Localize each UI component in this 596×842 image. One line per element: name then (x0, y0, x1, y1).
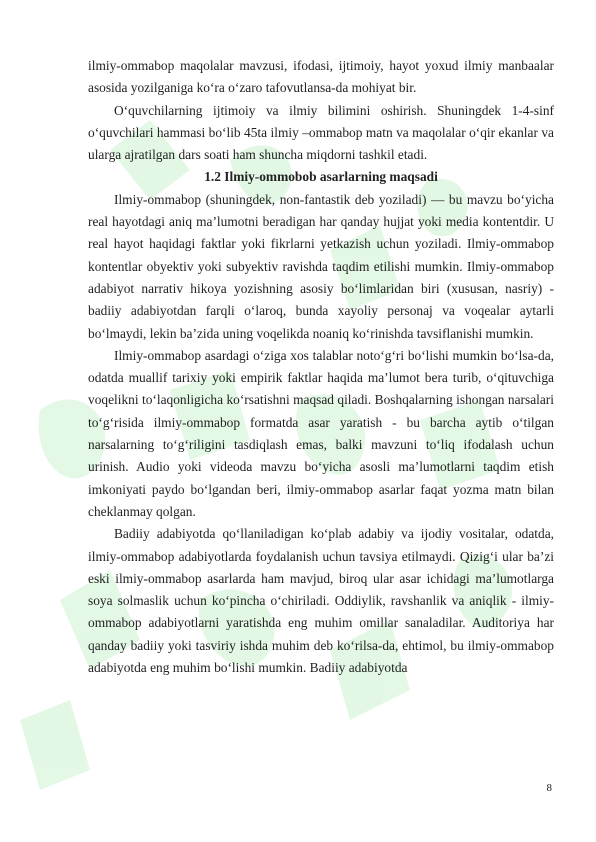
paragraph: O‘quvchilarning ijtimoiy va ilmiy bilimini oshirish. Shuningdek 1-4-sinf o‘quvchilari hammasi bo‘lib 45ta ilmiy –ommabop matn va maqolalar o‘qir ekanlar va ularga ajratilgan dars soati ham shuncha miqdorni tashkil etadi. (88, 102, 554, 163)
section-heading: 1.2 Ilmiy-ommobob asarlarning maqsadi (204, 169, 438, 185)
page-body (88, 55, 554, 679)
paragraph: Ilmiy-ommabop asardagi o‘ziga xos talablar noto‘g‘ri bo‘lishi mumkin bo‘lsa-da, odatda muallif tarixiy yoki empirik faktlar haqida ma’lumot bera turib, o‘qituvchiga voqelikni to‘laqonligicha ko‘rsatishni maqsad qiladi. Boshqalarning ishongan narsalari to‘g‘risida ilmiy-ommabop formatda asar yaratish - bu barcha aytib o‘tilgan narsalarning to‘g‘riligini tasdiqlash emas, balki mavzuni to‘liq ifodalash uchun urinish. Audio yoki videoda mavzu bo‘yicha asosli ma’lumotlarni taqdim etish imkoniyati paydo bo‘lgandan beri, ilmiy-ommabop asarlar faqat yozma matn bilan cheklanmay qolgan. (88, 347, 554, 519)
page-number: 8 (546, 782, 552, 794)
paragraph: Badiiy adabiyotda qo‘llaniladigan ko‘plab adabiy va ijodiy vositalar, odatda, ilmiy-ommabop adabiyotlarda foydalanish uchun tavsiya etilmaydi. Qizig‘i ular ba’zi eski ilmiy-ommabop asarlarda ham mavjud, biroq ular asar ichidagi ma’lumotlarga soya solmaslik uchun ko‘pincha o‘chiriladi. Oddiylik, ravshanlik va aniqlik - ilmiy-ommabop adabiyotlarni yaratishda eng muhim omillar sanaladilar. Auditoriya har qanday badiiy yoki tasviriy ishda muhim deb ko‘rilsa-da, ehtimol, bu ilmiy-ommabop adabiyotda eng muhim bo‘lishi mumkin. Badiiy adabiyotda (88, 526, 554, 676)
paragraph: Ilmiy-ommabop (shuningdek, non-fantastik deb yoziladi) — bu mavzu bo‘yicha real hayotdagi aniq ma’lumotni beradigan har qanday hujjat yoki media kontentdir. U real hayot haqidagi faktlar yoki fikrlarni yetkazish uchun yoziladi. Ilmiy-ommabop kontentlar obyektiv yoki subyektiv ravishda taqdim etilishi mumkin. Ilmiy-ommabop adabiyot narrativ hikoya yozishning asosiy bo‘limlaridan biri (xususan, nasriy) - badiiy adabiyotdan farqli o‘laroq, bunda xayoliy personaj va voqealar aytarli bo‘lmaydi, lekin ba’zida uning voqelikda noaniq ko‘rinishda tavsiflanishi mumkin. (88, 191, 554, 341)
paragraph: ilmiy-ommabop maqolalar mavzusi, ifodasi, ijtimoiy, hayot yoxud ilmiy manbaalar asosida yozilganiga ko‘ra o‘zaro tafovutlansa-da mohiyat bir. (88, 58, 554, 96)
watermark-mark (20, 700, 90, 790)
